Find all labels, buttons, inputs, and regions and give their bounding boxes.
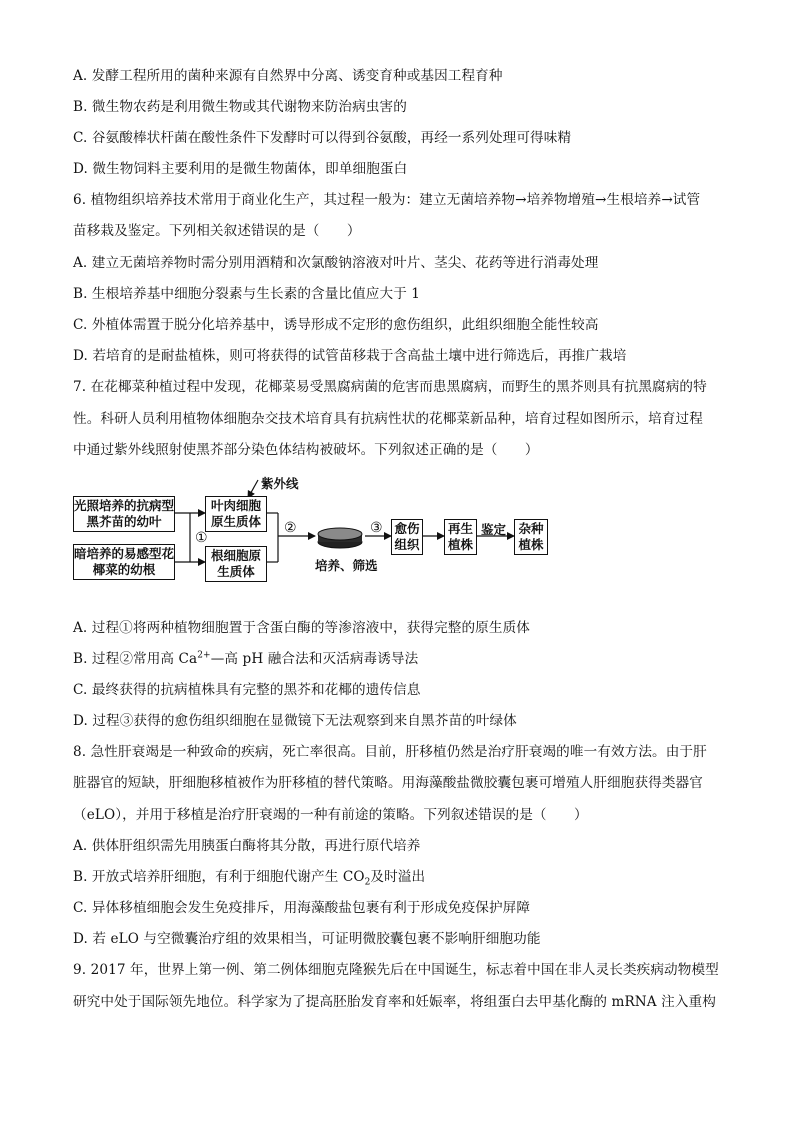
q8-option-b	[73, 867, 733, 887]
q7-option-b	[73, 649, 733, 669]
box-root-protoplast: 根细胞原生质体	[205, 546, 267, 582]
label-culture-screen: 培养、筛选	[315, 558, 378, 573]
q9-stem-line1: 9. 2017 年，世界上第一例、第二例体细胞克隆猴先后在中国诞生，标志着中国在非人灵长类疾病动物模型	[73, 962, 719, 978]
q8-option-b-text: B. 开放式培养肝细胞，有利于细胞代谢产生 CO	[73, 869, 365, 885]
q5-option-c: C. 谷氨酸棒状杆菌在酸性条件下发酵时可以得到谷氨酸，再经一系列处理可得味精	[73, 130, 572, 146]
q5-option-a: A. 发酵工程所用的菌种来源有自然界中分离、诱变育种或基因工程育种	[73, 68, 503, 84]
q7-option-c: C. 最终获得的抗病植株具有完整的黑芥和花椰的遗传信息	[73, 682, 421, 698]
box-mesophyll-protoplast: 叶肉细胞原生质体	[205, 496, 267, 532]
label-step-1: ①	[195, 530, 208, 546]
q8-stem-line2: 脏器官的短缺，肝细胞移植被作为肝移植的替代策略。用海藻酸盐微胶囊包裹可增殖人肝细胞获得类器官	[73, 775, 703, 791]
label-uv: 紫外线	[261, 476, 299, 491]
label-step-3: ③	[370, 520, 383, 536]
q7-option-b-superscript: 2+	[197, 650, 211, 661]
q8-option-a: A. 供体肝组织需先用胰蛋白酶将其分散，再进行原代培养	[73, 838, 421, 854]
q6-option-a: A. 建立无菌培养物时需分别用酒精和次氯酸钠溶液对叶片、茎尖、花药等进行消毒处理	[73, 255, 599, 271]
q6-stem-line1: 6. 植物组织培养技术常用于商业化生产，其过程一般为：建立无菌培养物→培养物增殖→生根培养→试管	[73, 192, 701, 208]
box-callus: 愈伤组织	[391, 519, 423, 555]
q7-option-a: A. 过程①将两种植物细胞置于含蛋白酶的等渗溶液中，获得完整的原生质体	[73, 620, 530, 636]
q8-option-b-text-end: 及时溢出	[370, 869, 426, 885]
q7-option-d: D. 过程③获得的愈伤组织细胞在显微镜下无法观察到来自黑芥苗的叶绿体	[73, 713, 517, 729]
q6-option-c: C. 外植体需置于脱分化培养基中，诱导形成不定形的愈伤组织，此组织细胞全能性较高	[73, 317, 599, 333]
q6-stem-line2: 苗移栽及鉴定。下列相关叙述错误的是（ ）	[73, 223, 361, 239]
q9-stem-line2: 研究中处于国际领先地位。科学家为了提高胚胎发育率和妊娠率，将组蛋白去甲基化酶的 mRNA 注入重构	[73, 994, 716, 1010]
q8-stem-line3: （eLO），并用于移植是治疗肝衰竭的一种有前途的策略。下列叙述错误的是（ ）	[73, 807, 588, 823]
hybridization-flow-diagram	[73, 476, 573, 586]
q8-option-b-subscript: 2	[364, 877, 371, 888]
q8-stem-line1: 8. 急性肝衰竭是一种致命的疾病，死亡率很高。目前，肝移植仍然是治疗肝衰竭的唯一有效方法。由于肝	[73, 744, 707, 760]
label-identify: 鉴定	[481, 522, 507, 537]
q5-option-b: B. 微生物农药是利用微生物或其代谢物来防治病虫害的	[73, 99, 407, 115]
q5-option-d: D. 微生物饲料主要利用的是微生物菌体，即单细胞蛋白	[73, 161, 408, 177]
q7-stem-line1: 7. 在花椰菜种植过程中发现，花椰菜易受黑腐病菌的危害而患黑腐病，而野生的黑芥则具有抗黑腐病的特	[73, 379, 707, 395]
q8-option-c: C. 异体移植细胞会发生免疫排斥，用海藻酸盐包裹有利于形成免疫保护屏障	[73, 900, 531, 916]
q8-option-d: D. 若 eLO 与空微囊治疗组的效果相当，可证明微胶囊包裹不影响肝细胞功能	[73, 931, 541, 947]
label-step-2: ②	[284, 520, 297, 536]
box-cauliflower-root: 暗培养的易感型花椰菜的幼根	[73, 544, 175, 580]
q6-option-d: D. 若培育的是耐盐植株，则可将获得的试管苗移栽于含高盐土壤中进行筛选后，再推广栽培	[73, 348, 627, 364]
box-regenerated-plant: 再生植株	[444, 519, 477, 555]
q7-option-b-text-end: —高 pH 融合法和灭活病毒诱导法	[210, 651, 419, 667]
box-hybrid-plant: 杂种植株	[514, 519, 548, 555]
q7-stem-line3: 中通过紫外线照射使黑芥部分染色体结构被破坏。下列叙述正确的是（ ）	[73, 442, 539, 458]
q6-option-b: B. 生根培养基中细胞分裂素与生长素的含量比值应大于 1	[73, 286, 421, 302]
box-blackmustard-leaf: 光照培养的抗病型黑芥苗的幼叶	[73, 496, 175, 532]
q7-stem-line2: 性。科研人员利用植物体细胞杂交技术培育具有抗病性状的花椰菜新品种，培育过程如图所示，培育过程	[73, 411, 703, 427]
q7-option-b-text: B. 过程②常用高 Ca	[73, 651, 198, 667]
